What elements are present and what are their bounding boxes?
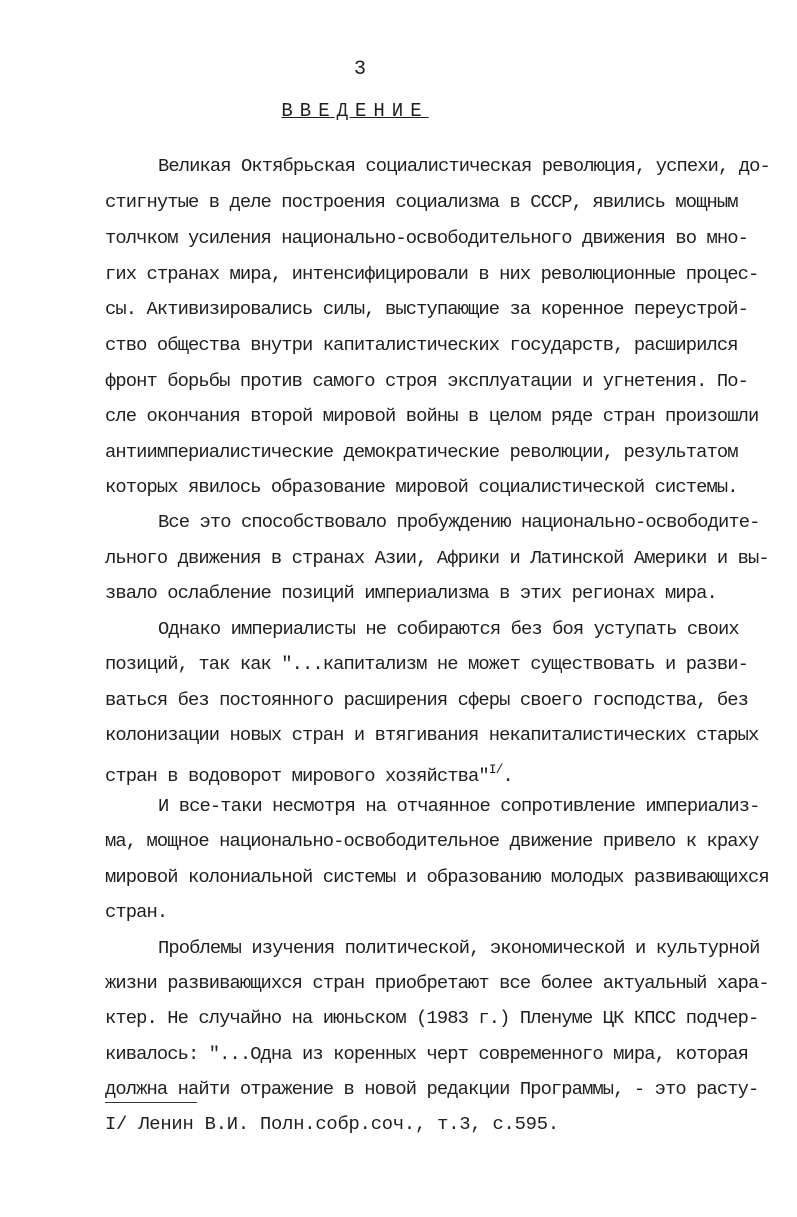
text-line: сы. Активизировались силы, выступающие за коренное переустрой-: [105, 298, 748, 320]
text-line: толчком усиления национально-освободительного движения во мно-: [105, 227, 748, 249]
text-line: И все-таки несмотря на отчаянное сопротивление империализ-: [158, 795, 760, 817]
text-line: гих странах мира, интенсифицировали в них революционные процес-: [105, 263, 759, 285]
text-line: жизни развивающихся стран приобретают все более актуальный хара-: [105, 972, 769, 994]
text-line: Великая Октябрьская социалистическая революция, успехи, до-: [158, 155, 770, 177]
text-line: [105, 758, 513, 788]
text-line: ство общества внутри капиталистических государств, расширился: [105, 334, 738, 356]
text-line: кивалось: "...Одна из коренных черт современного мира, которая: [105, 1043, 748, 1065]
text-line: должна найти отражение в новой редакции Программы, - это расту-: [105, 1078, 759, 1100]
text-line: фронт борьбы против самого строя эксплуатации и угнетения. По-: [105, 370, 748, 392]
text-line: колонизации новых стран и втягивания некапиталистических старых: [105, 724, 759, 746]
text-line: Однако империалисты не собираются без боя уступать своих: [158, 618, 739, 640]
text-line: антиимпериалистические демократические революции, результатом: [105, 441, 738, 463]
sentence-period: .: [502, 765, 513, 787]
text-line: мировой колониальной системы и образованию молодых развивающихся: [105, 866, 769, 888]
text-line: льного движения в странах Азии, Африки и Латинской Америки и вы-: [105, 547, 769, 569]
text-line: Все это способствовало пробуждению национально-освободите-: [158, 511, 760, 533]
text-line: ма, мощное национально-освободительное движение привело к краху: [105, 830, 759, 852]
text-line: стигнутые в деле построения социализма в СССР, явились мощным: [105, 191, 738, 213]
footnote: I/ Ленин В.И. Полн.собр.соч., т.3, с.595.: [105, 1113, 559, 1135]
footnote-separator: [105, 1102, 197, 1103]
footnote-reference: I/: [488, 762, 503, 777]
text-line: сле окончания второй мировой войны в целом ряде стран произошли: [105, 405, 759, 427]
text-line: которых явилось образование мировой социалистической системы.: [105, 476, 738, 498]
text-line-content: стран в водоворот мирового хозяйства": [105, 765, 489, 787]
text-line: ктер. Не случайно на июньском (1983 г.) Пленуме ЦК КПСС подчер-: [105, 1007, 759, 1029]
section-heading: ВВЕДЕНИЕ: [281, 100, 429, 122]
text-line: ваться без постоянного расширения сферы своего господства, без: [105, 689, 748, 711]
text-line: стран.: [105, 901, 168, 923]
text-line: позиций, так как "...капитализм не может существовать и разви-: [105, 653, 748, 675]
text-line: звало ослабление позиций империализма в этих регионах мира.: [105, 582, 717, 604]
page-number: 3: [353, 58, 366, 81]
text-line: Проблемы изучения политической, экономической и культурной: [158, 937, 760, 959]
